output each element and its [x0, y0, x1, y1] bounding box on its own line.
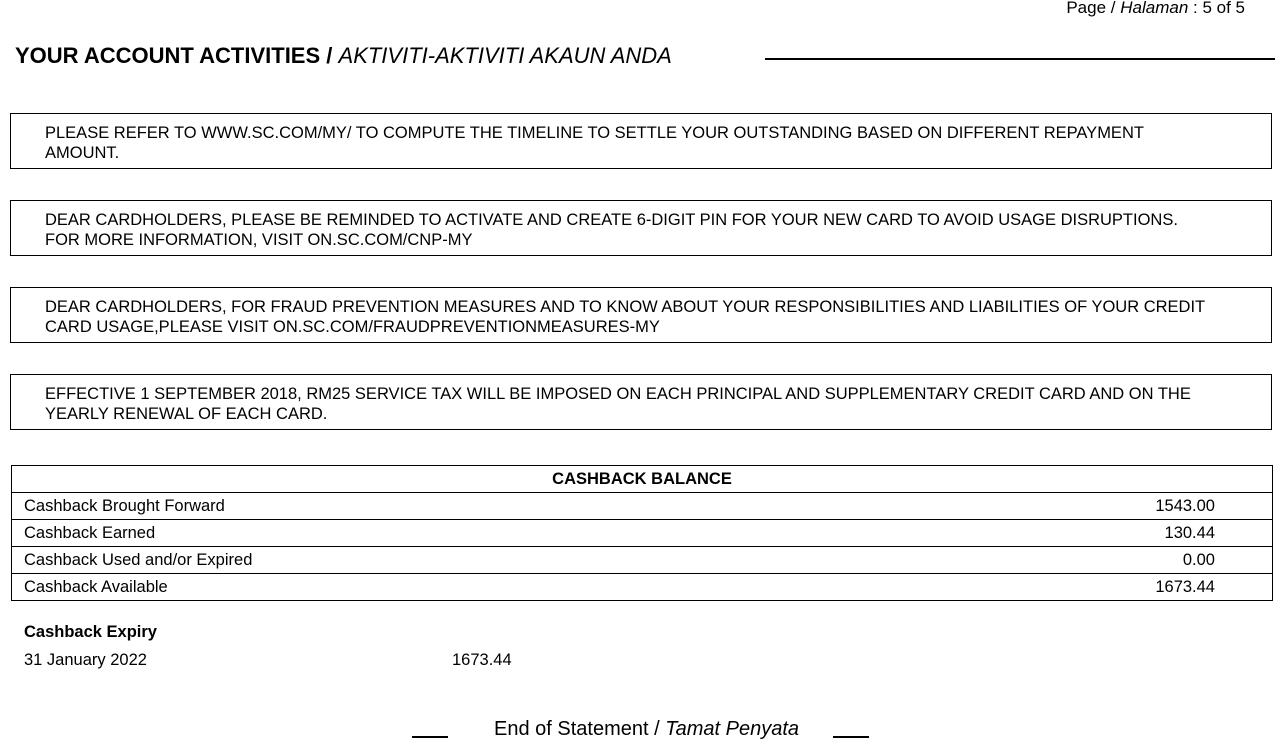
notice-box-service-tax — [10, 374, 1272, 430]
table-row — [12, 574, 1273, 601]
cashback-expiry-amount: 1673.44 — [452, 651, 512, 669]
notice-line: PLEASE REFER TO WWW.SC.COM/MY/ TO COMPUTE THE TIMELINE TO SETTLE YOUR OUTSTANDING BASED ON DIFFERENT REPAYMENT — [45, 124, 1144, 142]
cashback-row-value: 1673.44 — [846, 574, 1272, 601]
heading-ms: AKTIVITI-AKTIVITI AKAUN ANDA — [338, 43, 672, 68]
end-dash-right — [833, 736, 869, 738]
notice-line: CARD USAGE,PLEASE VISIT ON.SC.COM/FRAUDPREVENTIONMEASURES-MY — [45, 318, 660, 336]
notice-box-pin — [10, 200, 1272, 256]
notice-box-fraud — [10, 287, 1272, 343]
end-of-statement — [412, 718, 869, 741]
cashback-row-label: Cashback Used and/or Expired — [12, 547, 847, 574]
cashback-row-label: Cashback Earned — [12, 520, 847, 547]
page-indicator — [1066, 0, 1245, 18]
table-row — [12, 520, 1273, 547]
section-heading — [15, 43, 672, 69]
cashback-row-value: 1543.00 — [846, 493, 1272, 520]
notice-line: EFFECTIVE 1 SEPTEMBER 2018, RM25 SERVICE TAX WILL BE IMPOSED ON EACH PRINCIPAL AND SUPPLEMENTARY CREDIT CARD AND ON THE — [45, 385, 1191, 403]
page-number: : 5 of 5 — [1193, 0, 1245, 17]
end-text-en: End of Statement / — [494, 718, 660, 740]
cashback-expiry-title: Cashback Expiry — [24, 623, 157, 641]
end-text-ms: Tamat Penyata — [665, 718, 800, 740]
cashback-table-title: CASHBACK BALANCE — [12, 466, 1273, 493]
notice-line: DEAR CARDHOLDERS, PLEASE BE REMINDED TO ACTIVATE AND CREATE 6-DIGIT PIN FOR YOUR NEW CARD TO AVOID USAGE DISRUPTIONS. — [45, 211, 1178, 229]
notice-line: FOR MORE INFORMATION, VISIT ON.SC.COM/CNP-MY — [45, 231, 473, 249]
cashback-row-value: 0.00 — [846, 547, 1272, 574]
table-row — [12, 493, 1273, 520]
notice-line: YEARLY RENEWAL OF EACH CARD. — [45, 405, 328, 423]
table-row — [12, 547, 1273, 574]
cashback-expiry-date: 31 January 2022 — [24, 651, 147, 669]
cashback-row-value: 130.44 — [846, 520, 1272, 547]
cashback-row-label: Cashback Brought Forward — [12, 493, 847, 520]
page-label-ms: Halaman — [1120, 0, 1189, 17]
notice-line: DEAR CARDHOLDERS, FOR FRAUD PREVENTION MEASURES AND TO KNOW ABOUT YOUR RESPONSIBILITIES AND LIABILITIES OF YOUR CREDIT — [45, 298, 1206, 316]
cashback-row-label: Cashback Available — [12, 574, 847, 601]
heading-en: YOUR ACCOUNT ACTIVITIES / — [15, 43, 333, 68]
heading-divider — [765, 58, 1275, 60]
page-label-en: Page / — [1066, 0, 1116, 17]
cashback-balance-table — [11, 465, 1273, 601]
end-text — [494, 718, 799, 741]
notice-box-repayment — [10, 113, 1272, 169]
notice-line: AMOUNT. — [45, 144, 120, 162]
end-dash-left — [412, 736, 448, 738]
